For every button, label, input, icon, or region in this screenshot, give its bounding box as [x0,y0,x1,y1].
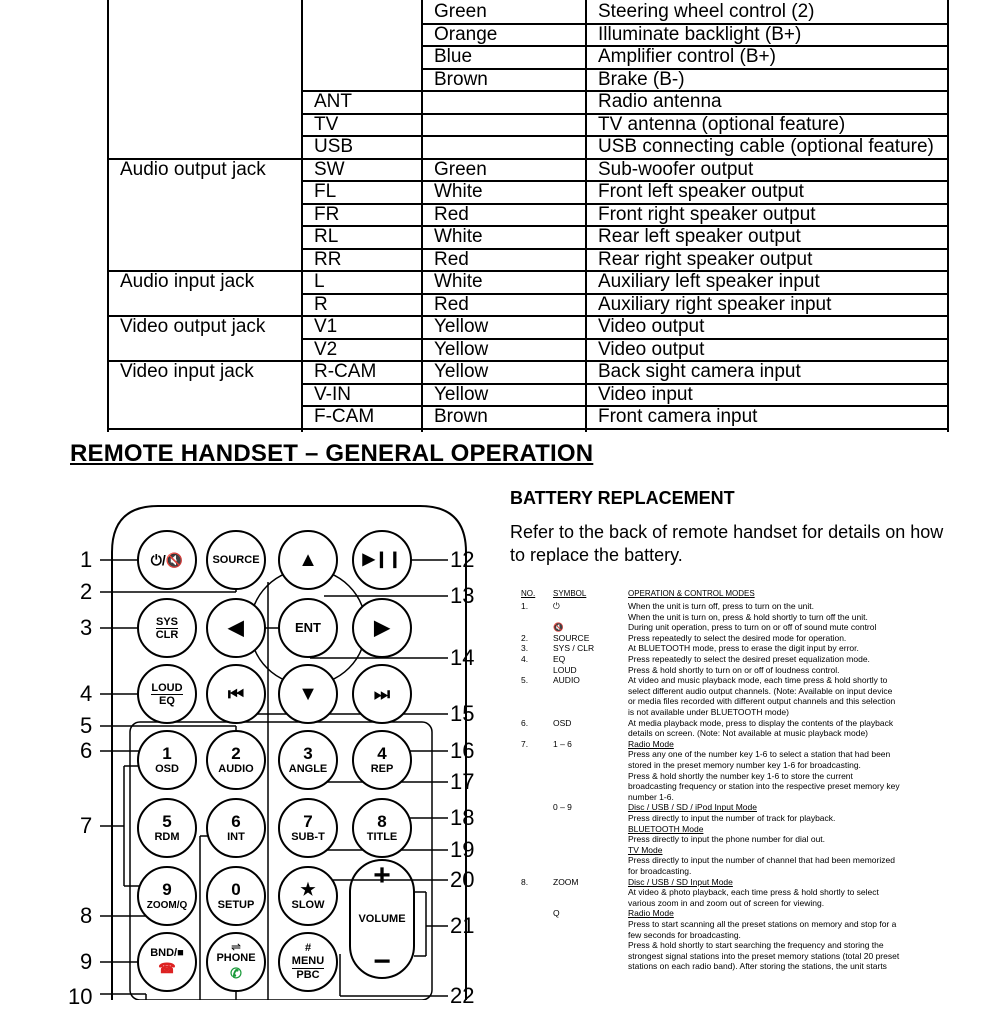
ops-symbol: SOURCE [553,632,590,643]
ops-text: or media files recorded with different output channels and this selection [628,696,896,707]
table-cell-color: White [434,181,483,202]
table-cell-pin: FR [314,203,340,225]
table-cell-description: Auxiliary left speaker input [598,271,820,292]
ops-no: 7. [521,738,529,749]
table-grid-line [947,0,949,432]
ops-no: 6. [521,717,529,728]
ops-text: Press & hold shortly to turn on or off of loudness control. [628,664,840,675]
table-cell-description: USB connecting cable (optional feature) [598,136,934,157]
table-grid-line [421,0,423,432]
callout-14: 14 [450,645,475,670]
ops-text: Press any one of the number key 1-6 to select a station that had been [628,749,891,760]
number-1-osd-button[interactable]: 1 OSD [137,730,197,790]
table-cell-color: White [434,226,483,247]
left-arrow-icon: ◀ [228,617,244,639]
table-cell-pin: R-CAM [314,361,377,382]
number-6-int-button[interactable]: 6 INT [206,798,266,858]
callout-15: 15 [450,701,475,726]
ops-text: At video & photo playback, each time press & hold shortly to select [628,887,879,898]
table-cell-pin: USB [314,136,354,157]
ops-symbol: 0 – 9 [553,802,572,813]
loud-eq-button[interactable]: LOUD EQ [137,664,197,724]
ops-text: TV Mode [628,844,663,855]
callout-19: 19 [450,837,475,862]
ops-symbol: Q [553,908,560,919]
table-cell-description: Brake (B-) [598,68,685,90]
menu-pbc-button[interactable]: # MENU PBC [278,932,338,992]
call-icon: ✆ [230,965,242,981]
table-cell-description: Front left speaker output [598,181,804,202]
table-cell-pin: FL [314,181,337,202]
table-cell-pin: R [314,293,328,315]
ops-text: is not available under BLUETOOTH mode) [628,707,789,717]
table-cell-description: Rear right speaker output [598,248,813,270]
right-arrow-icon: ▶ [374,617,390,639]
power-mute-button[interactable]: ⏻/🔇 [137,530,197,590]
ops-text: Press repeatedly to select the desired preset equalization mode. [628,654,870,664]
ops-text: broadcasting frequency or station into the respective preset memory key [628,781,900,792]
table-cell-description: Video output [598,316,705,337]
ops-no: 5. [521,675,529,686]
ops-symbol: SYS / CLR [553,643,595,654]
callout-22: 22 [450,983,475,1008]
ops-text: Press directly to input the phone number for dial out. [628,834,826,845]
ops-text: At BLUETOOTH mode, press to erase the digit input by error. [628,643,859,654]
star-icon: ★ [300,879,316,899]
table-cell-description: Back sight camera input [598,361,801,382]
table-cell-group: Video output jack [120,316,266,337]
callout-9: 9 [80,949,93,974]
battery-replacement-title: BATTERY REPLACEMENT [510,488,735,508]
number-5-rdm-button[interactable]: 5 RDM [137,798,197,858]
table-cell-description: Video input [598,383,693,405]
up-arrow-icon: ▲ [298,549,318,571]
table-cell-color: Yellow [434,361,489,382]
table-cell-color: Orange [434,23,498,45]
next-button[interactable] [352,664,412,724]
table-cell-color: White [434,271,483,292]
table-cell-color: Brown [434,406,488,427]
table-cell-group: Video input jack [120,361,254,382]
ops-text: Press directly to input the number of track for playback. [628,813,836,823]
ops-text: Press repeatedly to select the desired mode for operation. [628,632,847,643]
table-cell-color: Red [434,203,469,225]
table-grid-line [301,0,303,432]
table-cell-pin: RR [314,248,342,270]
ops-text: details on screen. (Note: Not available at music playback mode) [628,728,869,739]
table-cell-description: Radio antenna [598,91,722,112]
ops-symbol: EQ [553,654,566,664]
ops-text: number 1-6. [628,791,674,802]
star-slow-button[interactable]: ★ SLOW [278,866,338,926]
ops-symbol: OSD [553,717,572,728]
number-7-subt-button[interactable]: 7 SUB-T [278,798,338,858]
table-grid-line [107,0,109,432]
volume-up-button[interactable]: + [373,859,391,892]
table-cell-pin: RL [314,226,339,247]
ops-text: At video and music playback mode, each time press & hold shortly to [628,675,888,686]
table-cell-description: Illuminate backlight (B+) [598,23,802,45]
ops-text: stored in the preset memory number key 1-6 for broadcasting. [628,760,861,770]
table-cell-description: Front camera input [598,406,758,427]
ops-text: select different audio output channels. (Note: Available on input device [628,685,893,696]
table-cell-color: Yellow [434,338,489,360]
table-cell-color: Green [434,158,487,180]
table-cell-pin: V2 [314,338,338,360]
sys-clr-button[interactable]: SYS CLR [137,598,197,658]
volume-label: VOLUME [358,913,406,925]
number-9-zoom-button[interactable]: 9 ZOOM/Q [137,866,197,926]
callout-4: 4 [80,681,93,706]
ops-symbol: AUDIO [553,675,580,686]
ops-no: 2. [521,632,529,643]
number-0-setup-button[interactable]: 0 SETUP [206,866,266,926]
volume-rocker[interactable] [350,860,414,978]
table-cell-color: Blue [434,46,473,67]
table-cell-pin: F-CAM [314,406,375,427]
ops-no: 4. [521,654,529,664]
table-cell-pin: V1 [314,316,338,337]
table-cell-color: Brown [434,68,488,90]
next-track-icon: ⏭ [373,684,391,704]
table-cell-color: Yellow [434,383,489,405]
ops-no: 8. [521,876,529,887]
ops-text: Disc / USB / SD / iPod Input Mode [628,802,757,813]
swap-arrows-icon: ⇌ [230,940,242,954]
callout-5: 5 [80,713,93,738]
ops-symbol: 1 – 6 [553,738,572,749]
table-cell-description: Sub-woofer output [598,158,754,180]
callout-7: 7 [80,813,93,838]
callout-12: 12 [450,547,475,572]
table-cell-description: Auxiliary right speaker input [598,293,832,315]
section-title: REMOTE HANDSET – GENERAL OPERATION [70,440,594,467]
ops-text: During unit operation, press to turn on or off of sound mute control [628,622,877,633]
bnd-stop-button[interactable]: BND/■ ☎ [137,932,197,992]
down-button[interactable] [278,664,338,724]
table-cell-pin: ANT [314,91,352,112]
ops-text: various zoom in and zoom out of screen for viewing. [628,897,825,908]
connector-table [108,0,948,432]
table-cell-description: TV antenna (optional feature) [598,113,846,135]
ops-text: Radio Mode [628,738,674,749]
ops-header-no: NO. [521,589,536,598]
ops-no: 1. [521,601,529,611]
ops-text: BLUETOOTH Mode [628,823,704,834]
ops-text: Press & hold shortly the number key 1-6 to store the current [628,770,853,781]
ops-symbol: LOUD [553,664,577,675]
table-cell-description: Video output [598,338,705,360]
callout-21: 21 [450,913,475,938]
ops-text: When the unit is turn on, press & hold shortly to turn off the unit. [628,611,868,622]
table-cell-color: Yellow [434,316,489,337]
table-cell-description: Amplifier control (B+) [598,46,776,67]
ops-text: Press & hold shortly to start searching the frequency and storing the [628,940,884,951]
previous-button[interactable] [206,664,266,724]
ops-text: for broadcasting. [628,866,692,876]
table-cell-description: Steering wheel control (2) [598,1,815,22]
ops-no: 3. [521,643,529,654]
callout-20: 20 [450,867,475,892]
callout-8: 8 [80,903,93,928]
table-grid-line [585,0,587,432]
ops-text: Press to start scanning all the preset stations on memory and stop for a [628,919,897,929]
callout-3: 3 [80,615,93,640]
number-3-angle-button[interactable]: 3 ANGLE [278,730,338,790]
ops-symbol: ZOOM [553,876,579,887]
table-row-line [108,428,948,430]
ops-text: When the unit is turn off, press to turn on the unit. [628,601,815,611]
table-cell-description: Rear left speaker output [598,226,801,247]
table-cell-description: Front right speaker output [598,203,816,225]
table-cell-pin: V-IN [314,383,351,405]
table-cell-color: Red [434,293,469,315]
table-row-line [422,68,948,70]
ops-header-mode: OPERATION & CONTROL MODES [628,589,755,598]
volume-down-button[interactable]: − [373,945,391,978]
down-arrow-icon: ▼ [298,683,318,705]
play-pause-icon: ▶❙❙ [362,551,402,568]
left-button[interactable] [206,598,266,658]
remote-handset-diagram [0,480,500,1009]
number-4-rep-button[interactable]: 4 REP [352,730,412,790]
hang-up-icon: ☎ [158,960,176,976]
ops-text: Disc / USB / SD Input Mode [628,876,733,887]
callout-17: 17 [450,769,475,794]
callout-2: 2 [80,579,93,604]
callout-16: 16 [450,738,475,763]
up-button[interactable] [278,530,338,590]
table-cell-color: Red [434,248,469,270]
callout-18: 18 [450,805,475,830]
table-cell-group: Audio input jack [120,271,255,292]
ops-text: Press directly to input the number of channel that had been memorized [628,855,895,866]
ops-text: At media playback mode, press to display the contents of the playback [628,717,894,728]
ops-text: strongest signal stations into the preset memory stations (total 20 preset [628,950,900,961]
callout-1: 1 [80,547,93,572]
number-2-audio-button[interactable]: 2 AUDIO [206,730,266,790]
callout-6: 6 [80,738,93,763]
source-button[interactable]: SOURCE [206,530,266,590]
callout-13: 13 [450,583,475,608]
table-cell-color: Green [434,1,487,22]
ops-text: Radio Mode [628,908,674,919]
ops-text: stations on each radio band). After storing the stations, the unit starts [628,961,887,972]
table-cell-pin: TV [314,113,339,135]
ops-text: few seconds for broadcasting. [628,929,741,940]
ops-symbol: 🔇 [553,622,564,633]
battery-replacement-text: Refer to the back of remote handset for details on how to replace the battery. [510,522,944,565]
previous-track-icon: ⏮ [227,684,245,704]
table-cell-pin: L [314,271,325,292]
ent-button[interactable]: ENT [278,598,338,658]
table-cell-group: Audio output jack [120,158,266,180]
play-pause-button[interactable] [352,530,412,590]
table-cell-pin: SW [314,158,345,180]
right-button[interactable] [352,598,412,658]
ops-symbol: ⏻ [553,601,560,611]
number-8-title-button[interactable]: 8 TITLE [352,798,412,858]
callout-10: 10 [68,984,93,1009]
phone-button[interactable]: ⇌ PHONE ✆ [206,932,266,992]
ops-header-symbol: SYMBOL [553,589,587,598]
